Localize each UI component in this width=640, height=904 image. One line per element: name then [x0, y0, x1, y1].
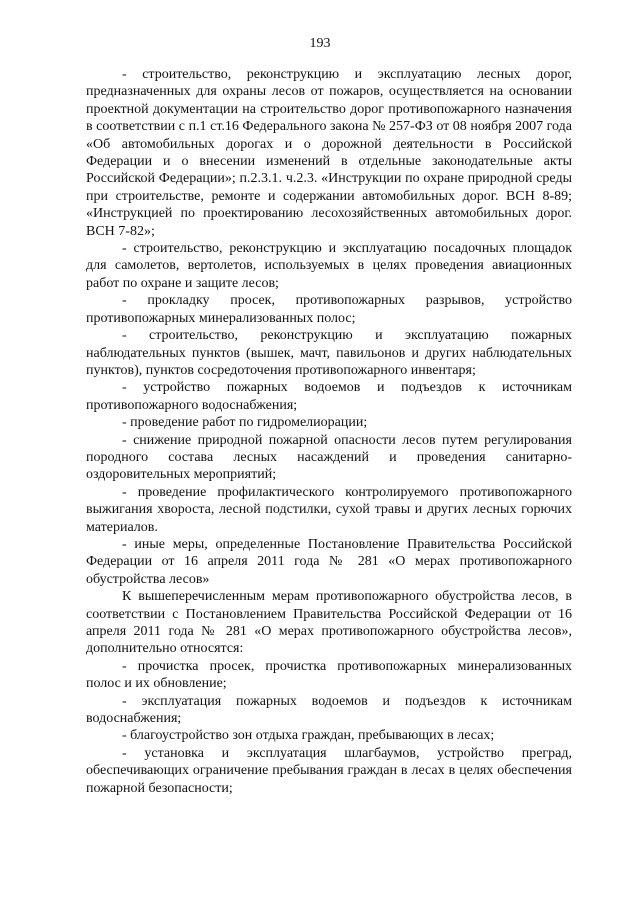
paragraph-recreation-zones: - благоустройство зон отдыха граждан, пребывающих в лесах; [122, 728, 495, 744]
paragraph-observation-points: - строительство, реконструкцию и эксплуатацию пожарных наблюдательных пунктов (вышек, мачт, павильонов и других наблюдательных пунктов), пунктов сосредоточения противопожарного инвентаря; [86, 328, 572, 378]
paragraph-controlled-burning: - проведение профилактического контролируемого противопожарного выжигания хвороста, лесной подстилки, сухой травы и других лесных горючих материалов. [86, 484, 572, 535]
paragraph-hydromelioration: - проведение работ по гидромелиорации; [122, 415, 368, 431]
paragraph-road-construction: - строительство, реконструкцию и эксплуатацию лесных дорог, предназначенных для охраны лесов от пожаров, осуществляется на основании проектной документации на строительство дорог противопожарного назначения в соответствии с п.1 ст.16 Федерального закона № 257-ФЗ от 08 ноября 2007 года «Об автомобильных дорогах и о дорожной деятельности в Российской Федерации и о внесении изменений в отдельные законодательные акты Российской Федерации»; п.2.3.1. ч.2.3. «Инструкции по охране природной среды при строительстве, ремонте и содержании автомобильных дорог. ВСН 8-89; «Инструкцией по проектированию лесохозяйственных автомобильных дорог. ВСН 7-82»; [86, 67, 572, 239]
paragraph-clearing-maintenance: - прочистка просек, прочистка противопожарных минерализованных полос и их обновление; [86, 658, 572, 692]
paragraph-fire-reservoirs: - устройство пожарных водоемов и подъездов к источникам противопожарного водоснабжения; [86, 380, 572, 413]
paragraph-additional-measures-intro: К вышеперечисленным мерам противопожарного обустройства лесов, в соответствии с Постановлением Правительства Российской Федерации от 16 апреля 2011 года № 281 «О мерах противопожарного обустройства лесов», дополнительно относятся: [86, 589, 572, 657]
document-body [86, 66, 572, 797]
paragraph-other-measures: - иные меры, определенные Постановление Правительства Российской Федерации от 16 апреля 2011 года № 281 «О мерах противопожарного обустройства лесов» [86, 536, 572, 587]
paragraph-clearings: - прокладку просек, противопожарных разрывов, устройство противопожарных минерализованных полос; [86, 293, 572, 326]
paragraph-landing-sites: - строительство, реконструкцию и эксплуатацию посадочных площадок для самолетов, вертолетов, используемых в целях проведения авиационных работ по охране и защите лесов; [86, 241, 572, 291]
paragraph-fire-hazard-reduction: - снижение природной пожарной опасности лесов путем регулирования породного состава лесных насаждений и проведения санитарно-оздоровительных мероприятий; [86, 432, 572, 483]
page-number: 193 [309, 36, 331, 51]
paragraph-barriers: - установка и эксплуатация шлагбаумов, устройство преград, обеспечивающих ограничение пребывания граждан в лесах в целях обеспечения пожарной безопасности; [86, 745, 572, 796]
paragraph-reservoir-operation: - эксплуатация пожарных водоемов и подъездов к источникам водоснабжения; [86, 693, 572, 727]
